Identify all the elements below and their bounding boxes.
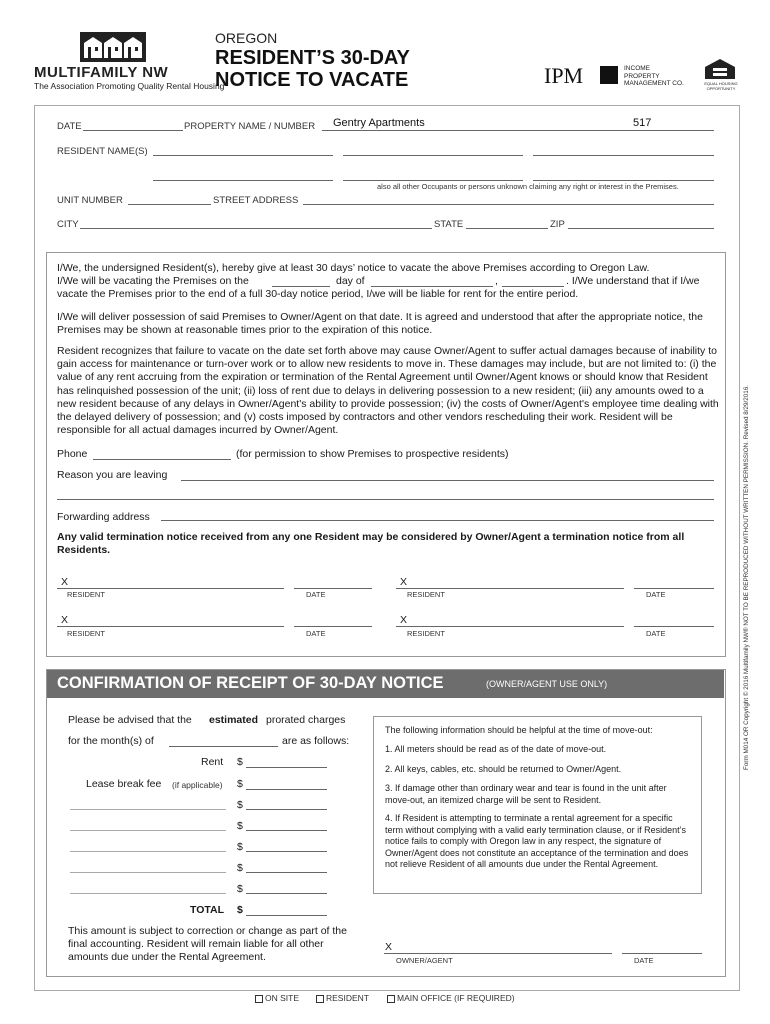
if-applicable-label: (if applicable) xyxy=(172,780,223,790)
sig-date-2[interactable] xyxy=(634,588,714,589)
sig-x-4: X xyxy=(400,614,408,626)
other-dollar-1: $ xyxy=(237,799,243,811)
intro-1a: Please be advised that the xyxy=(68,714,192,726)
rent-amount-field[interactable] xyxy=(246,767,327,768)
property-label: PROPERTY NAME / NUMBER xyxy=(184,121,316,132)
sig-resident-label-4: RESIDENT xyxy=(407,629,445,638)
lease-break-dollar: $ xyxy=(237,778,243,790)
houses-icon xyxy=(80,32,146,62)
state-label: OREGON xyxy=(215,30,278,46)
bold-notice: Any valid termination notice received from any one Resident may be considered by Owner/Agent a termination notice from all Residents. xyxy=(57,531,685,557)
paragraph-2: I/We will deliver possession of said Premises to Owner/Agent on that date. It is agreed and understood that after the appropriate notice, the Premises may be shown at reasonable times prior to the expiration of this notice. xyxy=(57,311,703,337)
sig-date-3[interactable] xyxy=(294,626,372,627)
sig-x-1: X xyxy=(61,576,69,588)
other-charge-amount-2[interactable] xyxy=(246,830,327,831)
sig-resident-label-2: RESIDENT xyxy=(407,590,445,599)
total-label: TOTAL xyxy=(190,904,225,916)
intro-1b: estimated xyxy=(209,714,259,726)
sig-date-label-1: DATE xyxy=(306,590,326,599)
on-site-label: ON SITE xyxy=(265,993,300,1003)
paragraph-1b2: day of xyxy=(336,275,365,287)
sig-x-3: X xyxy=(61,614,69,626)
main-office-label: MAIN OFFICE (IF REQUIRED) xyxy=(397,993,515,1003)
lease-break-amount-field[interactable] xyxy=(246,789,327,790)
ipm-text: INCOME PROPERTY MANAGEMENT CO. xyxy=(624,65,684,87)
state-field[interactable] xyxy=(466,228,548,229)
total-dollar: $ xyxy=(237,904,243,916)
main-office-checkbox[interactable] xyxy=(387,995,395,1003)
logo-name: MULTIFAMILY NW xyxy=(34,64,169,81)
sig-resident-label-1: RESIDENT xyxy=(67,590,105,599)
other-dollar-4: $ xyxy=(237,862,243,874)
logo-tagline: The Association Promoting Quality Rental Housing xyxy=(34,81,225,91)
confirmation-title: CONFIRMATION OF RECEIPT OF 30-DAY NOTICE xyxy=(57,674,444,692)
unit-label: UNIT NUMBER xyxy=(57,195,123,206)
sig-date-1[interactable] xyxy=(294,588,372,589)
total-amount-field[interactable] xyxy=(246,915,327,916)
resident-checkbox[interactable] xyxy=(316,995,324,1003)
lease-break-label: Lease break fee xyxy=(86,778,162,790)
paragraph-1b4: . I/We understand that if I/we xyxy=(566,275,700,287)
reason-field-1[interactable] xyxy=(181,480,714,481)
forwarding-field[interactable] xyxy=(161,520,714,521)
property-number-value: 517 xyxy=(633,117,652,129)
resident-signature-4[interactable] xyxy=(396,626,624,627)
info-item-3: 3. If damage other than ordinary wear and tear is found in the unit after move-out, an itemized charge will be sent to Resident. xyxy=(385,783,667,805)
other-charge-desc-4[interactable] xyxy=(70,872,226,873)
footer-on-site[interactable] xyxy=(255,993,299,1003)
closing-text: This amount is subject to correction or change as part of the final accounting. Resident will remain liable for all other amounts due under the Rental Agreement. xyxy=(68,925,347,964)
owner-agent-label: OWNER/AGENT xyxy=(396,956,453,965)
paragraph-1b1: I/We will be vacating the Premises on the xyxy=(57,275,249,287)
paragraph-1b3: , xyxy=(495,275,498,287)
other-charge-amount-4[interactable] xyxy=(246,872,327,873)
resident-copy-label: RESIDENT xyxy=(326,993,369,1003)
other-dollar-2: $ xyxy=(237,820,243,832)
side-copyright: Form M014 OR Copyright © 2016 Multifamily NW® NOT TO BE REPRODUCED WITHOUT WRITTEN PERMISSION. Revised 8/29/2016. xyxy=(743,385,750,770)
occupants-note: also all other Occupants or persons unknown claiming any right or interest in the Premises. xyxy=(377,182,679,191)
owner-sig-x: X xyxy=(385,941,393,953)
rent-label: Rent xyxy=(201,756,224,768)
info-head: The following information should be helpful at the time of move-out: xyxy=(385,725,653,735)
sig-date-label-4: DATE xyxy=(646,629,666,638)
resident-signature-1[interactable] xyxy=(57,588,284,589)
other-charge-desc-2[interactable] xyxy=(70,830,226,831)
other-dollar-3: $ xyxy=(237,841,243,853)
owner-agent-date[interactable] xyxy=(622,953,702,954)
resident-name-field-6[interactable] xyxy=(533,180,714,181)
months-field[interactable] xyxy=(169,746,278,747)
resident-name-field-1[interactable] xyxy=(153,155,333,156)
zip-field[interactable] xyxy=(568,228,714,229)
intro-2b: are as follows: xyxy=(282,735,350,747)
owner-date-label: DATE xyxy=(634,956,654,965)
phone-label: Phone xyxy=(57,448,88,460)
info-item-4: 4. If Resident is attempting to terminate a rental agreement for a specific term without complying with a valid early termination clause, or if Resident’s notice fails to comply with Oregon law in any respect, the signature of Owner/Agent does not constitute an acceptance of the termination and does not relieve Resident of all amounts due under the Rental Agreement. xyxy=(385,813,689,869)
city-field[interactable] xyxy=(80,228,432,229)
resident-names-label: RESIDENT NAME(S) xyxy=(57,146,148,157)
forwarding-label: Forwarding address xyxy=(57,511,150,523)
other-charge-amount-3[interactable] xyxy=(246,851,327,852)
street-label: STREET ADDRESS xyxy=(213,195,299,206)
other-charge-amount-5[interactable] xyxy=(246,893,327,894)
state-field-label: STATE xyxy=(434,219,464,230)
multifamily-logo xyxy=(80,32,146,62)
resident-name-field-3[interactable] xyxy=(533,155,714,156)
on-site-checkbox[interactable] xyxy=(255,995,263,1003)
footer-resident[interactable] xyxy=(316,993,369,1003)
resident-name-field-5[interactable] xyxy=(343,180,523,181)
other-charge-desc-5[interactable] xyxy=(70,893,226,894)
ipm-logo: IPM xyxy=(544,63,584,88)
sig-date-label-3: DATE xyxy=(306,629,326,638)
resident-name-field-2[interactable] xyxy=(343,155,523,156)
phone-note: (for permission to show Premises to prospective residents) xyxy=(236,448,509,460)
property-field[interactable] xyxy=(322,130,714,131)
info-item-1: 1. All meters should be read as of the date of move-out. xyxy=(385,744,607,754)
form-title-2: NOTICE TO VACATE xyxy=(215,69,409,91)
reason-label: Reason you are leaving xyxy=(57,469,168,481)
zip-label: ZIP xyxy=(550,219,565,230)
paragraph-1c: vacate the Premises prior to the end of a full 30-day notice period, I/we will be liable for rent for the entire period. xyxy=(57,288,579,300)
other-charge-amount-1[interactable] xyxy=(246,809,327,810)
intro-1c: prorated charges xyxy=(266,714,346,726)
sig-x-2: X xyxy=(400,576,408,588)
equal-housing-text: EQUAL HOUSING OPPORTUNITY xyxy=(704,81,738,91)
info-item-2: 2. All keys, cables, etc. should be returned to Owner/Agent. xyxy=(385,764,622,774)
intro-2a: for the month(s) of xyxy=(68,735,154,747)
form-title-1: RESIDENT’S 30-DAY xyxy=(215,47,410,69)
vacate-day-field[interactable] xyxy=(272,286,330,287)
street-field[interactable] xyxy=(303,204,714,205)
property-name-value: Gentry Apartments xyxy=(333,117,425,129)
resident-signature-3[interactable] xyxy=(57,626,284,627)
other-dollar-5: $ xyxy=(237,883,243,895)
vacate-month-field[interactable] xyxy=(371,286,493,287)
unit-field[interactable] xyxy=(128,204,211,205)
sig-resident-label-3: RESIDENT xyxy=(67,629,105,638)
paragraph-1a: I/We, the undersigned Resident(s), hereby give at least 30 days’ notice to vacate the above Premises according to Oregon Law. xyxy=(57,262,650,274)
footer-main-office[interactable] xyxy=(387,993,515,1003)
vacate-year-field[interactable] xyxy=(502,286,564,287)
resident-signature-2[interactable] xyxy=(396,588,624,589)
resident-name-field-4[interactable] xyxy=(153,180,333,181)
date-field[interactable] xyxy=(83,130,183,131)
ipm-square xyxy=(600,66,618,84)
sig-date-label-2: DATE xyxy=(646,590,666,599)
owner-agent-signature[interactable] xyxy=(384,953,612,954)
other-charge-desc-1[interactable] xyxy=(70,809,226,810)
confirmation-subtitle: (OWNER/AGENT USE ONLY) xyxy=(486,679,608,689)
paragraph-3: Resident recognizes that failure to vacate on the date set forth above may cause Owner/Agent to suffer actual damages because of inability to gain access for maintenance or turn-over work or to allow new residents to move in. These damages may include, but are not limited to: (i) the value of any rent accruing from the expiration or termination of the Rental Agreement until Owner/Agent knows or should know that Resident has relinquished possession of the unit; (ii) loss of rent due to delays in delivering possession to a new resident; (iii) any amounts owed to a new resident because of any delays in Owner/Agent's ability to provide possession; (iv) the costs of Owner/Agent's employee time dealing with the delayed delivery of possession; and (v) costs imposed by contractors and other vendors rescheduling their work. Resident will be responsible for all actual damages incurred by Owner/Agent. xyxy=(57,345,719,437)
phone-field[interactable] xyxy=(93,459,231,460)
sig-date-4[interactable] xyxy=(634,626,714,627)
rent-dollar: $ xyxy=(237,756,243,768)
city-label: CITY xyxy=(57,219,79,230)
other-charge-desc-3[interactable] xyxy=(70,851,226,852)
equal-housing-icon xyxy=(703,58,737,80)
reason-field-2[interactable] xyxy=(57,499,714,500)
date-label: DATE xyxy=(57,121,82,132)
